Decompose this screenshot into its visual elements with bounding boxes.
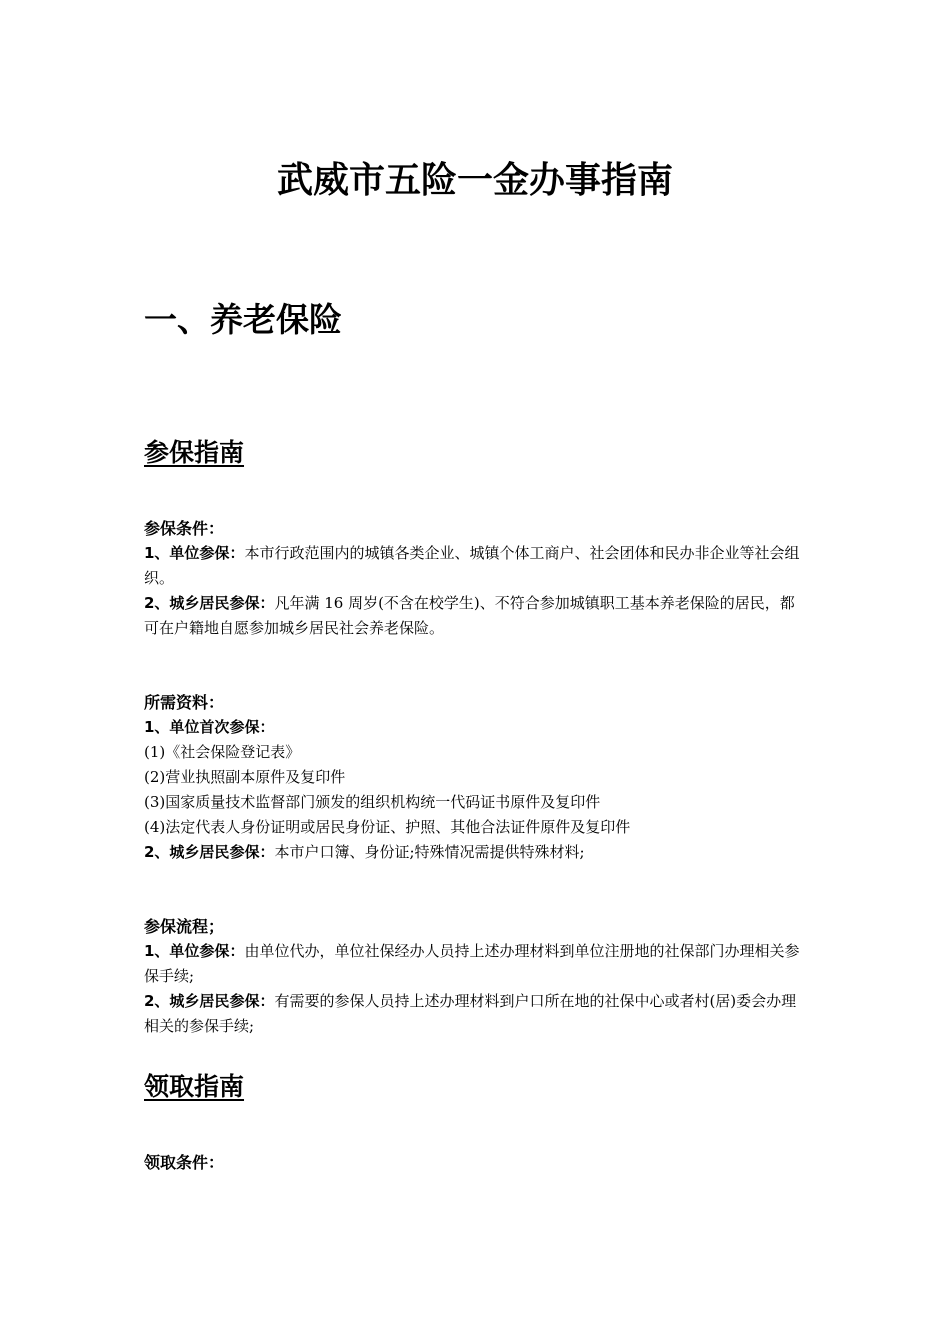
enroll-conditions — [144, 516, 809, 641]
material-item: (4)法定代表人身份证明或居民身份证、护照、其他合法证件原件及复印件 — [144, 818, 631, 836]
claim-conditions-label: 领取条件： — [144, 1153, 225, 1172]
subsection-heading-enroll: 参保指南 — [144, 438, 245, 467]
enroll-process — [144, 914, 809, 1039]
material-item: (2)营业执照副本原件及复印件 — [144, 768, 346, 786]
document-title: 武威市五险一金办事指南 — [276, 160, 673, 201]
required-materials — [144, 690, 809, 865]
process-label: 参保流程； — [144, 917, 225, 936]
process-item-unit: 1、单位参保：由单位代办，单位社保经办人员持上述办理材料到单位注册地的社保部门办理相关参保手续; — [144, 942, 800, 985]
material-item-resident: 2、城乡居民参保：本市户口簿、身份证;特殊情况需提供特殊材料; — [144, 843, 585, 861]
materials-sub-label: 1、单位首次参保： — [144, 718, 275, 736]
materials-label: 所需资料： — [144, 693, 225, 712]
claim-conditions — [144, 1150, 809, 1175]
condition-item-unit: 1、单位参保：本市行政范围内的城镇各类企业、城镇个体工商户、社会团体和民办非企业等社会组织。 — [144, 544, 800, 587]
condition-item-resident: 2、城乡居民参保：凡年满 16 周岁(不含在校学生)、不符合参加城镇职工基本养老保险的居民，都可在户籍地自愿参加城乡居民社会养老保险。 — [144, 594, 795, 637]
subsection-heading-claim: 领取指南 — [144, 1072, 245, 1101]
section-heading-pension: 一、养老保险 — [144, 300, 342, 339]
material-item: (3)国家质量技术监督部门颁发的组织机构统一代码证书原件及复印件 — [144, 793, 601, 811]
material-item: (1)《社会保险登记表》 — [144, 743, 301, 761]
process-item-resident: 2、城乡居民参保：有需要的参保人员持上述办理材料到户口所在地的社保中心或者村(居)委会办理相关的参保手续; — [144, 992, 797, 1035]
conditions-label: 参保条件： — [144, 519, 225, 538]
